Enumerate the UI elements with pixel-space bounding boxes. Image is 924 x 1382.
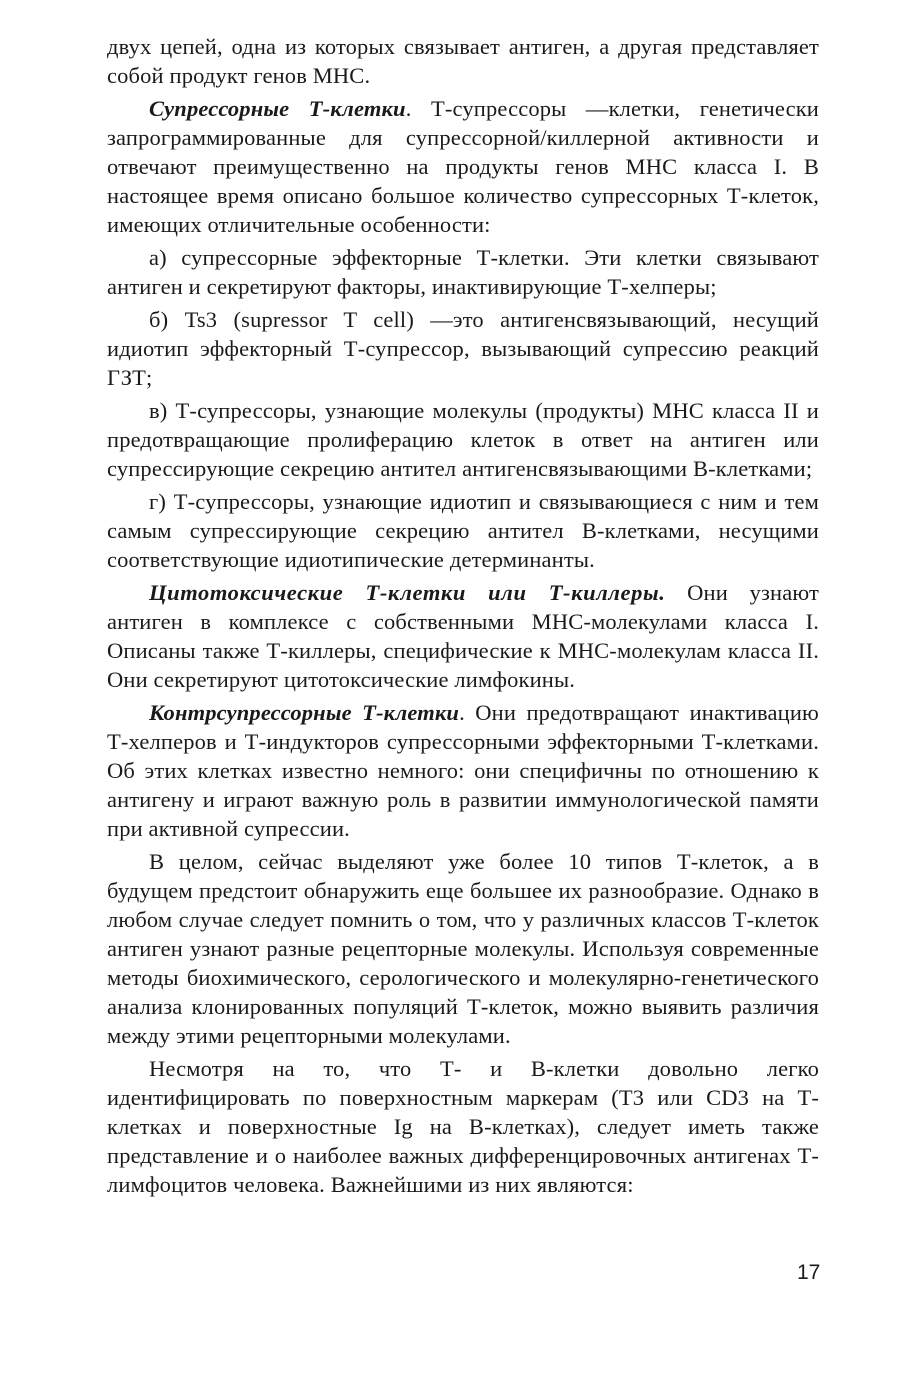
section-heading: Цитотоксические Т-клетки или Т-киллеры. bbox=[149, 580, 666, 605]
section-heading: Супрессорные Т-клетки bbox=[149, 96, 406, 121]
list-item-a bbox=[107, 243, 819, 301]
list-item-text: б) Ts3 (supressor T cell) —это антигенсвязывающий, несущий идиотип эффекторный Т-супрессор, вызывающий супрессию реакций ГЗТ; bbox=[107, 307, 819, 390]
paragraph-cytotoxic-t-cells bbox=[107, 578, 819, 694]
section-heading: Контрсупрессорные Т-клетки bbox=[149, 700, 460, 725]
paragraph-continuation bbox=[107, 32, 819, 90]
paragraph-text: Они узнают антиген в комплексе с собственными MHC-молекулами класса I. Описаны также Т-киллеры, специфические к MHC-молекулам класса II. Они секретируют цитотоксические лимфокины. bbox=[107, 580, 819, 692]
paragraph-text: Несмотря на то, что Т- и В-клетки довольно легко идентифицировать по поверхностным маркерам (Т3 или CD3 на Т-клетках и поверхностные Ig на В-клетках), следует иметь также представление и о наиболее важных дифференцировочных антигенах Т-лимфоцитов человека. Важнейшими из них являются: bbox=[107, 1056, 819, 1197]
list-item-b bbox=[107, 305, 819, 392]
paragraph-summary bbox=[107, 847, 819, 1050]
list-item-text: в) Т-супрессоры, узнающие молекулы (продукты) MHC класса II и предотвращающие пролиферацию клеток в ответ на антиген или супрессирующие секрецию антител антигенсвязывающими В-клетками; bbox=[107, 398, 819, 481]
page-body bbox=[107, 32, 819, 1203]
paragraph-suppressor-t-cells bbox=[107, 94, 819, 239]
list-item-d bbox=[107, 487, 819, 574]
page-number: 17 bbox=[797, 1261, 821, 1284]
list-item-c bbox=[107, 396, 819, 483]
paragraph-text: . Т-супрессоры —клетки, генетически запрограммированные для супрессорной/киллерной активности и отвечают преимущественно на продукты генов MHC класса I. В настоящее время описано большое количество супрессорных Т-клеток, имеющих отличительные особенности: bbox=[107, 96, 819, 237]
paragraph-markers bbox=[107, 1054, 819, 1199]
list-item-text: г) Т-супрессоры, узнающие идиотип и связывающиеся с ним и тем самым супрессирующие секрецию антител В-клетками, несущими соответствующие идиотипические детерминанты. bbox=[107, 489, 819, 572]
list-item-text: а) супрессорные эффекторные Т-клетки. Эти клетки связывают антиген и секретируют факторы, инактивирующие Т-хелперы; bbox=[107, 245, 819, 299]
paragraph-text: В целом, сейчас выделяют уже более 10 типов Т-клеток, а в будущем предстоит обнаружить еще большее их разнообразие. Однако в любом случае следует помнить о том, что у различных классов Т-клеток антиген узнают разные рецепторные молекулы. Используя современные методы биохимического, серологического и молекулярно-генетического анализа клонированных популяций Т-клеток, можно выявить различия между этими рецепторными молекулами. bbox=[107, 849, 819, 1048]
paragraph-text: двух цепей, одна из которых связывает антиген, а другая представляет собой продукт генов MHC. bbox=[107, 34, 819, 88]
paragraph-text: . Они предотвращают инактивацию Т-хелперов и Т-индукторов супрессорными эффекторными Т-клетками. Об этих клетках известно немного: они специфичны по отношению к антигену и играют важную роль в развитии иммунологической памяти при активной супрессии. bbox=[107, 700, 819, 841]
paragraph-contrasuppressor-t-cells bbox=[107, 698, 819, 843]
